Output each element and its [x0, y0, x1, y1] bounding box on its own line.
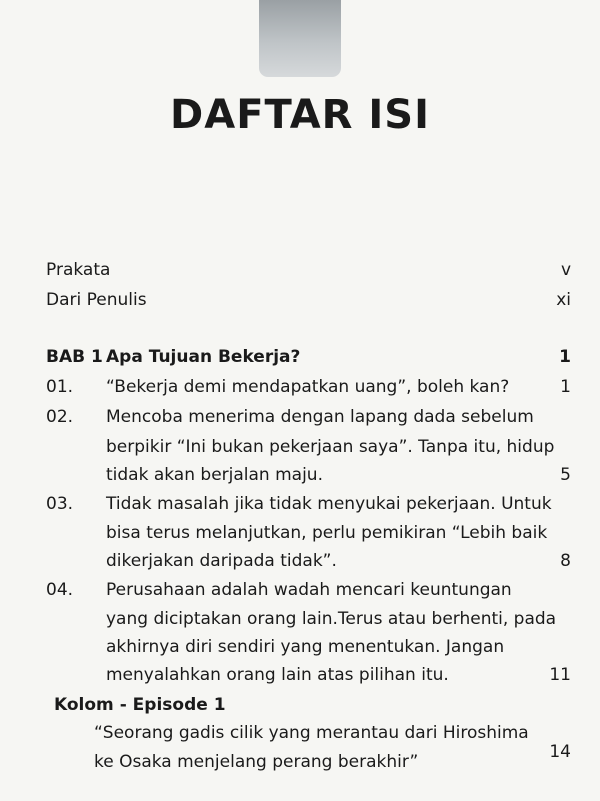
entry-text-line: Perusahaan adalah wadah mencari keuntungan	[106, 580, 512, 600]
chapter-title: Apa Tujuan Bekerja?	[106, 347, 301, 367]
entry-page: 1	[560, 377, 571, 397]
entry-text-line: tidak akan berjalan maju.	[106, 465, 323, 485]
entry-number: 04.	[46, 580, 74, 600]
entry-text-line: yang diciptakan orang lain.Terus atau berhenti, pada	[106, 609, 557, 629]
page-title: DAFTAR ISI	[170, 92, 430, 138]
toc-entry-dari-penulis-label: Dari Penulis	[46, 290, 147, 310]
column-text-line: ke Osaka menjelang perang berakhir”	[94, 752, 419, 772]
entry-text-line: bisa terus melanjutkan, perlu pemikiran “Lebih baik	[106, 523, 548, 543]
toc-entry-prakata-label: Prakata	[46, 260, 111, 280]
entry-text-line: “Bekerja demi mendapatkan uang”, boleh kan?	[106, 377, 510, 397]
entry-number: 02.	[46, 407, 74, 427]
entry-text-line: menyalahkan orang lain atas pilihan itu.	[106, 665, 449, 685]
chapter-label: BAB 1	[46, 347, 103, 367]
column-text-line: “Seorang gadis cilik yang merantau dari Hiroshima	[94, 723, 529, 743]
entry-page: 11	[549, 665, 571, 685]
entry-text-line: dikerjakan daripada tidak”.	[106, 551, 337, 571]
entry-page: 8	[560, 551, 571, 571]
entry-number: 01.	[46, 377, 74, 397]
entry-text-line: berpikir “Ini bukan pekerjaan saya”. Tanpa itu, hidup	[106, 437, 555, 457]
column-page: 14	[549, 742, 571, 762]
entry-number: 03.	[46, 494, 74, 514]
toc-entry-prakata-page: v	[560, 260, 571, 280]
header-tab-decoration	[259, 0, 341, 77]
chapter-page: 1	[559, 347, 571, 367]
column-heading: Kolom - Episode 1	[54, 695, 226, 715]
entry-text-line: akhirnya diri sendiri yang menentukan. Jangan	[106, 637, 505, 657]
entry-page: 5	[560, 465, 571, 485]
toc-entry-dari-penulis-page: xi	[556, 290, 571, 310]
entry-text-line: Mencoba menerima dengan lapang dada sebelum	[106, 407, 534, 427]
entry-text-line: Tidak masalah jika tidak menyukai pekerjaan. Untuk	[106, 494, 552, 514]
